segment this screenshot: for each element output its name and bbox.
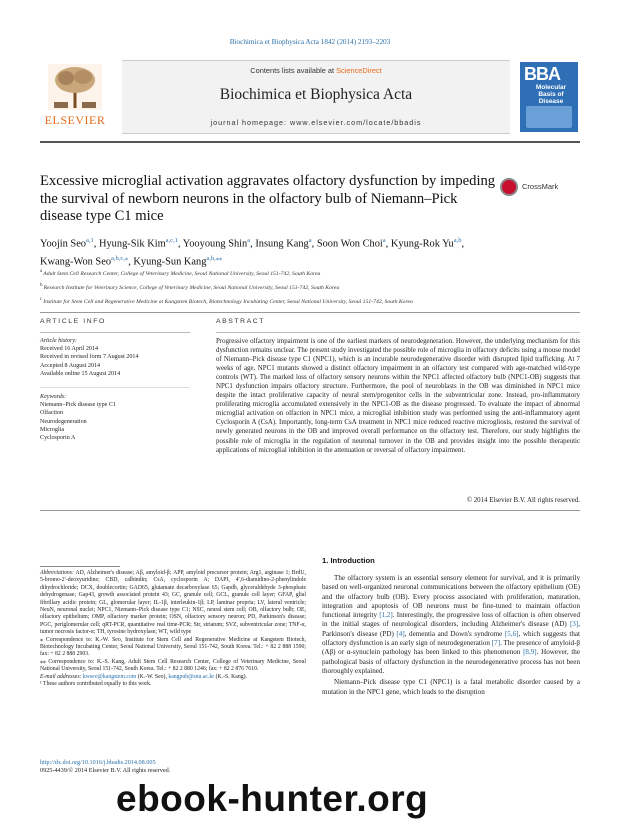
- contents-prefix: Contents lists available at: [250, 66, 337, 75]
- journal-cover-image[interactable]: [520, 62, 578, 132]
- line1-author-affil-3[interactable]: a: [308, 237, 312, 244]
- journal-homepage-link[interactable]: journal homepage: www.elsevier.com/locate/bbadis: [210, 118, 422, 127]
- abstract-end-rule: [40, 510, 580, 511]
- article-title: Excessive microglial activation aggravates olfactory dysfunction by impeding the survival of newborn neurons in the olfactory bulb of Niemann–Pick disease type C1 mice: [40, 173, 496, 224]
- email-note: [40, 674, 306, 681]
- history-item: Accepted 8 August 2014: [40, 362, 101, 369]
- line1-author-1[interactable]: Hyung-Sik Kim: [98, 238, 166, 250]
- keyword-item: Cyclosporin A: [40, 435, 76, 442]
- abstract-rule: [216, 332, 580, 333]
- keyword-item: Olfaction: [40, 410, 64, 417]
- keyword-item: Neurodegeneration: [40, 418, 87, 425]
- line1-author-affil-0[interactable]: a,1: [86, 237, 94, 244]
- author-separator: ,: [385, 238, 391, 250]
- affiliation-text: Institute for Stem Cell and Regenerative Medicine at Kangstem Biotech, Biotechnology Incubating Center, Seoul National University, Seoul 151-742, South Korea: [43, 298, 413, 305]
- issn-line: 0925-4439/© 2014 Elsevier B.V. All rights reserved.: [40, 767, 171, 774]
- intro-text-a: The olfactory system is an essential sensory element for survival, and it is primarily based on well-organized neuronal communications between the olfactory epithelium (OE) and the olfactory bulb (OB). Every process associated with proliferation, maturation, integration and apoptosis of OB neurons must be fine-tuned to maintain olfaction functional integrity: [322, 574, 580, 620]
- affiliation-b: [40, 280, 580, 294]
- abbreviations-text: AD, Alzheimer's disease; Aβ, amyloid-β; APP, amyloid precursor protein; Arg1, arginase 1; BrdU, 5-bromo-2′-deoxyuridine; CBD, calbindin; CsA, cyclosporin A; DAPI, 4′,6-diamidino-2-phenylindole dihydrochloride; DCX, doublecortin; GAD65, glutamate decarboxylase 65; Gapdh, glyceraldehyde 3-phosphate dehydrogenase; Gap43, growth associated protein 43; GC, granule cell; GCL, granule cell layer; GFAP, glial fibrillary acidic protein; GL, glomerular layer; IL-1β, interleukin-1β; LP, laminar propria; LV, lateral ventricle; NeuN, neuronal nuclei; NPC1, Niemann–Pick disease type C1; NSC, neural stem cell; OB, olfactory bulb; OE, olfactory epithelium; OMP, olfactory marker protein; OSN, olfactory sensory neuron; PD, Parkinson's disease; PGC, periglomerular cell; qRT-PCR, quantitative real time-PCR; Str, striatum; SVZ, subventricular zone; TNF-α, tumor necrosis factor-α; TH, tyrosine hydroxylase; WT, wild type: [40, 570, 306, 636]
- intro-paragraph-2: [322, 678, 580, 697]
- equal-contribution-note: ¹ These authors contributed equally to this work.: [40, 681, 152, 688]
- intro-text-c: , Parkinson's disease (PD): [322, 620, 580, 638]
- line2-author-affil-1[interactable]: a,b,⁎⁎: [206, 255, 223, 263]
- keyword-item: Microglia: [40, 426, 65, 433]
- affiliation-text: Research Institute for Veterinary Science, College of Veterinary Medicine, Seoul National University, Seoul 151-742, South Korea: [43, 284, 340, 291]
- keywords-rule: [40, 387, 190, 388]
- history-label: Article history:: [40, 338, 78, 344]
- intro-text-b: . Interestingly, the progressive loss of olfaction is often observed in the initial stages of neurological disorders, including Alzheimer's disease (AD): [322, 611, 581, 629]
- line1-author-affil-2[interactable]: a: [247, 237, 251, 244]
- line1-author-affil-1[interactable]: a,c,1: [165, 237, 178, 244]
- elsevier-tree-icon: [48, 64, 102, 110]
- header-rule: [40, 141, 580, 143]
- history-item: Received 16 April 2014: [40, 346, 99, 353]
- affiliation-marker: b: [40, 282, 44, 288]
- keyword-item: Niemann–Pick disease type C1: [40, 402, 116, 409]
- elsevier-wordmark: ELSEVIER: [44, 113, 106, 127]
- journal-header: [40, 60, 580, 134]
- author-separator: ,: [250, 238, 256, 250]
- cover-subtitle: Molecular Basis of Disease: [535, 84, 567, 105]
- author-separator: ,: [93, 238, 99, 250]
- ref-link-4[interactable]: [4]: [396, 629, 405, 638]
- keywords-block: [40, 393, 190, 442]
- email-owner-seo: (K.-W. Seo),: [136, 673, 169, 680]
- line2-author-1[interactable]: Kyung-Sun Kang: [133, 256, 207, 268]
- affiliation-marker: c: [40, 296, 44, 302]
- email-label: E-mail addresses:: [40, 673, 82, 680]
- journal-name[interactable]: Biochimica et Biophysica Acta: [219, 86, 413, 103]
- article-info-heading: ARTICLE INFO: [40, 318, 106, 325]
- ref-link-7[interactable]: [7]: [491, 639, 501, 648]
- ref-link-3[interactable]: [3]: [569, 620, 579, 629]
- author-line-1: [40, 233, 580, 251]
- line1-author-2[interactable]: Yooyoung Shin: [182, 238, 248, 250]
- email-owner-kang: (K.-S. Kang).: [214, 673, 247, 680]
- ref-link-5-6[interactable]: [5,6]: [504, 629, 519, 638]
- affiliation-list: [40, 266, 580, 308]
- line2-author-0[interactable]: Kwang-Won Seo: [40, 256, 112, 268]
- history-list: [40, 345, 190, 378]
- contents-line: [122, 66, 510, 75]
- intro-text-g: . However, the pathological basis of olfactory dysfunction in the neurodegenerative process has not been thoroughly explained.: [322, 648, 580, 675]
- line2-author-affil-0[interactable]: a,b,c,⁎: [111, 255, 129, 263]
- article-info-rule: [40, 332, 190, 333]
- footnote-rule: [40, 566, 120, 567]
- line1-author-3[interactable]: Insung Kang: [255, 238, 309, 250]
- intro-text-d: , dementia and Down's syndrome: [404, 629, 505, 638]
- author-separator: ,: [177, 238, 183, 250]
- email-link-kang[interactable]: kangpub@snu.ac.kr: [168, 673, 215, 680]
- affiliation-a: [40, 266, 580, 280]
- cover-illustration: [526, 106, 572, 128]
- affiliation-c: [40, 294, 580, 308]
- doi-link[interactable]: http://dx.doi.org/10.1016/j.bbadis.2014.08.005: [40, 759, 156, 766]
- cover-title: BBA: [524, 64, 560, 84]
- ref-link-1-2[interactable]: [1,2]: [379, 611, 393, 620]
- journal-banner: [122, 60, 510, 134]
- doi-block: [40, 759, 170, 775]
- affiliation-marker: a: [40, 269, 44, 274]
- affiliation-text: Adult Stem Cell Research Center, College of Veterinary Medicine, Seoul National University, Seoul 151-742, South Korea: [43, 270, 321, 277]
- crossmark-label: CrossMark: [522, 182, 559, 191]
- history-item: Received in revised form 7 August 2014: [40, 354, 139, 361]
- correspondence-note-2: ⁎⁎ Correspondence to: K.-S. Kang, Adult Stem Cell Research Center, College of Veterinary Medicine, Seoul National University, Seoul 151-742, South Korea. Tel.: + 82 2 880 1246; fax: + 82 2 876 7610.: [40, 658, 306, 673]
- line1-author-affil-5[interactable]: a,b: [453, 237, 462, 244]
- abbreviations-label: Abbreviations:: [40, 570, 74, 576]
- watermark-text: ebook-hunter.org: [116, 778, 429, 819]
- intro-paragraph-1: [322, 574, 580, 676]
- crossmark-button[interactable]: [500, 178, 580, 196]
- abstract-text: Progressive olfactory impairment is one of the earliest markers of neurodegeneration. However, the underlying mechanism for this dysfunction remains unclear. The present study investigated the possible role of microglia in olfactory deficits using a mouse model of Niemann–Pick disease type C1 (NPC1), which is an incurable neurodegenerative disorder with disrupted lipid trafficking. At 7 weeks of age, NPC1 mutants showed a distinct olfactory impairment in an olfactory test compared with age-matched wild-type controls (WT). The marked loss of olfactory sensory neurons within the NPC1 affected olfactory bulb (NPC1-OB) suggests that NPC1 dysfunction impairs olfactory structure. Furthermore, the pool of neuroblasts in the OB was diminished in NPC1 mice despite the intact proliferative capacity of neural stem/progenitor cells in the subventricular zone. Instead, pro-inflammatory proliferating microglia accumulated extensively in the NPC1-OB as the disease progressed. To evaluate the impact of abnormal microglial activation on olfaction in NPC1 mice, a microglial inhibition study was performed using the anti-inflammatory agent Cyclosporin A (CsA). Importantly, long-term CsA treatment in NPC1 mice reduced reactive microgliosis, restored the survival of newly generated neurons in the OB and improved overall performance on the olfactory test. Therefore, our study highlights the possible role of microglia in the regulation of neuronal turnover in the OB and provides insight into the possible therapeutic applications of microglial inhibition in the attenuation or reversal of olfactory impairment.: [216, 338, 580, 454]
- introduction-heading: 1. Introduction: [322, 556, 375, 565]
- ref-link-8-9[interactable]: [8,9]: [523, 648, 537, 657]
- elsevier-logo[interactable]: [40, 64, 110, 128]
- intro-text-p2: Niemann–Pick disease type C1 (NPC1) is a fatal metabolic disorder caused by a mutation in the NPC1 gene, which leads to the disruption: [322, 678, 580, 696]
- author-list: [40, 233, 580, 270]
- sciencedirect-link[interactable]: ScienceDirect: [336, 66, 382, 75]
- abbreviations-note: [40, 570, 306, 637]
- abstract-heading: ABSTRACT: [216, 318, 266, 325]
- crossmark-icon: [500, 178, 518, 196]
- line1-author-affil-4[interactable]: a: [382, 237, 386, 244]
- line1-author-5[interactable]: Kyung-Rok Yu: [390, 238, 454, 250]
- info-rule: [40, 312, 580, 313]
- intro-text-e: , which suggests that olfactory dysfunction is an early sign of neurodegeneration: [322, 629, 580, 648]
- article-history: [40, 337, 190, 378]
- journal-citation-link[interactable]: Biochimica et Biophysica Acta 1842 (2014) 2193–2203: [229, 38, 391, 46]
- line1-author-4[interactable]: Soon Won Choi: [316, 238, 383, 250]
- author-separator: ,: [128, 256, 134, 268]
- abstract-copyright: © 2014 Elsevier B.V. All rights reserved.: [466, 497, 580, 504]
- keywords-label: Keywords:: [40, 394, 67, 400]
- email-link-seo[interactable]: kwseo@kangstem.com: [82, 673, 137, 680]
- footnotes: [40, 570, 306, 689]
- line1-author-0[interactable]: Yoojin Seo: [40, 238, 87, 250]
- author-separator: ,: [311, 238, 317, 250]
- keyword-list: [40, 401, 190, 442]
- introduction-text: [322, 574, 580, 697]
- intro-text-f: . The presence of amyloid-β (Aβ) or α-synuclein pathology has been linked to this phenomenon: [322, 639, 580, 657]
- history-item: Available online 15 August 2014: [40, 370, 121, 377]
- correspondence-note-1: ⁎ Correspondence to: K.-W. Seo, Institute for Stem Cell and Regenerative Medicine at Kangstem Biotech, Biotechnology Incubating Center, Seoul National University, Seoul 151-742, South Korea. Tel.: + 82 2 888 1590; fax: + 82 2 888 2903.: [40, 636, 306, 658]
- author-separator: ,: [461, 238, 465, 250]
